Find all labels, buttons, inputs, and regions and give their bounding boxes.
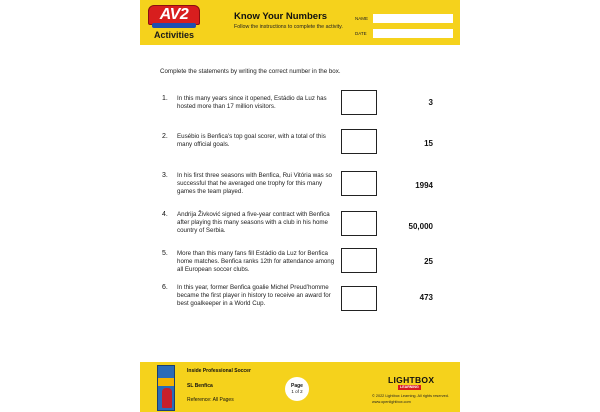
header-band bbox=[140, 0, 460, 45]
answer-option: 15 bbox=[424, 139, 433, 148]
answer-box[interactable] bbox=[341, 171, 377, 196]
reference-text: Reference: All Pages bbox=[187, 397, 234, 403]
name-label: NAME bbox=[355, 16, 369, 21]
book-cover-image bbox=[157, 365, 175, 411]
answer-box[interactable] bbox=[341, 286, 377, 311]
question-number: 3. bbox=[162, 172, 168, 179]
question-text: Eusébio is Benfica’s top goal scorer, with a total of this many official goals. bbox=[177, 133, 326, 149]
logo-activities-label: Activities bbox=[153, 30, 195, 40]
answer-option: 473 bbox=[419, 293, 433, 302]
page-title: Know Your Numbers bbox=[234, 11, 328, 22]
answer-option: 50,000 bbox=[408, 222, 433, 231]
question-text: More than this many fans fill Estádio da Luz for Benfica home matches. Benfica ranks 12th for attendance among all European soccer clubs. bbox=[177, 250, 335, 274]
question-text: Andrija Živković signed a five-year contract with Benfica after playing this many seasons with a club in his home country of Serbia. bbox=[177, 211, 330, 235]
logo-text: AV2 bbox=[159, 6, 189, 23]
question-text: In this many years since it opened, Estádio da Luz has hosted more than 17 million visitors. bbox=[177, 95, 327, 111]
question-number: 6. bbox=[162, 284, 168, 291]
question-number: 5. bbox=[162, 250, 168, 257]
cover-figure bbox=[162, 388, 172, 408]
date-label: DATE bbox=[355, 31, 367, 36]
date-field[interactable] bbox=[373, 29, 453, 38]
copyright-text: © 2022 Lightbox Learning. All rights reserved. bbox=[372, 394, 449, 398]
question-number: 2. bbox=[162, 133, 168, 140]
page-subtitle: Follow the instructions to complete the activity. bbox=[234, 24, 343, 30]
worksheet-page bbox=[140, 0, 460, 412]
page-number: 1 of 2 bbox=[291, 389, 303, 394]
answer-option: 3 bbox=[428, 98, 433, 107]
answer-option: 1994 bbox=[415, 181, 433, 190]
series-title: Inside Professional Soccer bbox=[187, 368, 251, 374]
answer-box[interactable] bbox=[341, 90, 377, 115]
question-text: In his first three seasons with Benfica, Rui Vitória was so successful that he averaged one trophy for this many games the team played. bbox=[177, 172, 332, 196]
question-text: In this year, former Benfica goalie Michel Preud’homme became the first player in history to receive an award for best goalkeeper in a World Cup. bbox=[177, 284, 331, 308]
website-link[interactable]: www.openlightbox.com bbox=[372, 400, 411, 404]
lightbox-logo: LIGHTBOX bbox=[388, 375, 435, 385]
instructions-text: Complete the statements by writing the correct number in the box. bbox=[160, 68, 341, 75]
answer-box[interactable] bbox=[341, 248, 377, 273]
page-label: Page bbox=[291, 383, 303, 389]
book-title: SL Benfica bbox=[187, 383, 213, 389]
logo-stripe bbox=[152, 23, 196, 28]
answer-box[interactable] bbox=[341, 211, 377, 236]
answer-box[interactable] bbox=[341, 129, 377, 154]
question-number: 1. bbox=[162, 95, 168, 102]
name-field[interactable] bbox=[373, 14, 453, 23]
answer-option: 25 bbox=[424, 257, 433, 266]
av2-logo bbox=[148, 5, 200, 41]
question-number: 4. bbox=[162, 211, 168, 218]
footer-band bbox=[140, 362, 460, 412]
lightbox-learning-tag: LEARNING bbox=[400, 385, 419, 389]
page-indicator bbox=[285, 377, 309, 401]
cover-band bbox=[158, 378, 175, 386]
